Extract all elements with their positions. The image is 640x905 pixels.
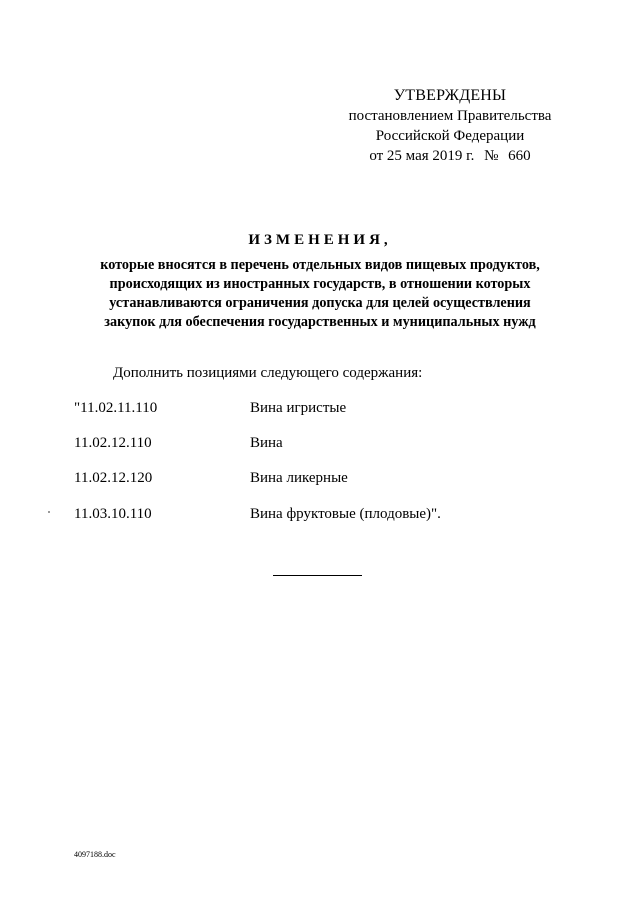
document-title: ИЗМЕНЕНИЯ,: [248, 232, 392, 248]
approval-number-sign: №: [484, 148, 499, 164]
position-name: Вина игристые: [250, 400, 347, 416]
position-name: Вина фруктовые (плодовые)".: [250, 506, 441, 522]
approval-stamp: [330, 86, 570, 166]
subtitle-line: закупок для обеспечения государственных и муниципальных нужд: [104, 314, 536, 330]
intro-paragraph: Дополнить позициями следующего содержания:: [113, 365, 423, 381]
subtitle-line: происходящих из иностранных государств, в отношении которых: [109, 276, 531, 292]
file-name-footer: 4097188.doc: [74, 850, 116, 859]
margin-mark: [48, 511, 50, 513]
approval-number: 660: [508, 148, 531, 164]
approval-line-1: постановлением Правительства: [348, 108, 552, 124]
position-code: 11.02.12.120: [74, 470, 153, 486]
document-subtitle: [60, 256, 580, 332]
approval-heading: УТВЕРЖДЕНЫ: [393, 87, 507, 104]
approval-date-line: [330, 146, 570, 166]
position-code: "11.02.11.110: [74, 400, 158, 416]
approval-date: от 25 мая 2019 г.: [369, 148, 475, 164]
separator-line: [273, 575, 362, 576]
position-code: 11.02.12.110: [74, 435, 152, 451]
position-name: Вина ликерные: [250, 470, 348, 486]
subtitle-line: устанавливаются ограничения допуска для целей осуществления: [109, 295, 531, 311]
position-code: 11.03.10.110: [74, 506, 152, 522]
subtitle-line: которые вносятся в перечень отдельных видов пищевых продуктов,: [100, 257, 540, 273]
approval-line-2: Российской Федерации: [375, 128, 525, 144]
position-name: Вина: [250, 435, 283, 451]
